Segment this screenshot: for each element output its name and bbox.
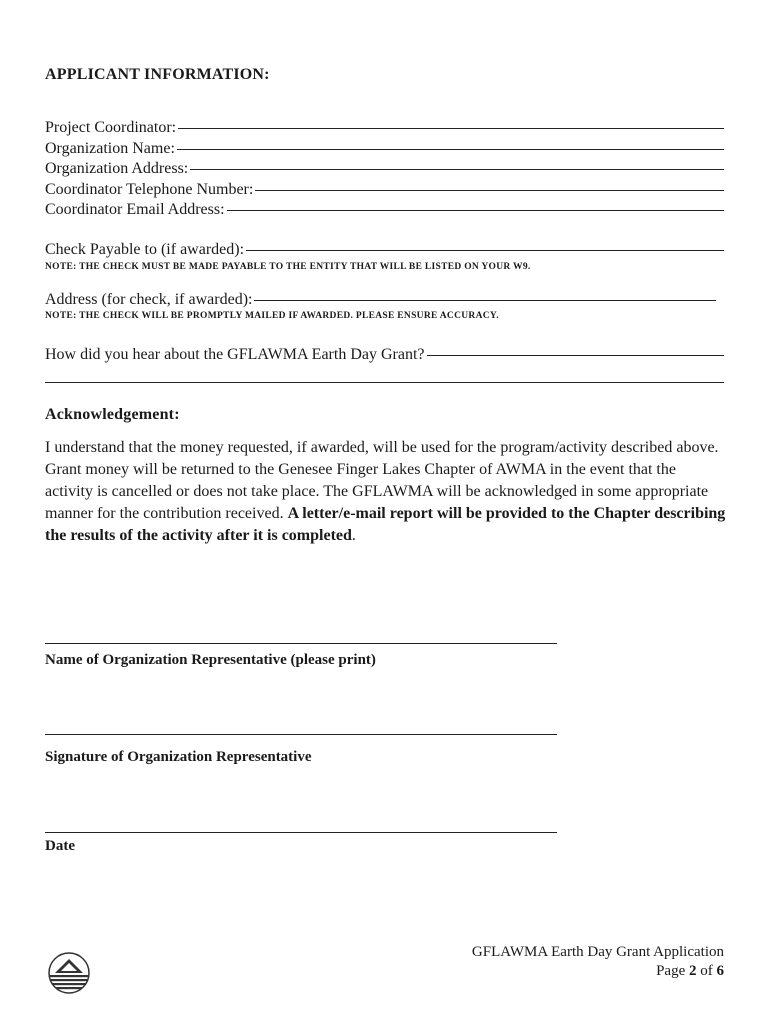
- footer: [472, 943, 724, 981]
- coordinator-email-input[interactable]: [227, 210, 724, 211]
- project-coordinator-field[interactable]: [45, 118, 724, 138]
- organization-address-field[interactable]: [45, 159, 724, 179]
- organization-name-input[interactable]: [177, 149, 724, 150]
- check-payable-note: NOTE: THE CHECK MUST BE MADE PAYABLE TO THE ENTITY THAT WILL BE LISTED ON YOUR W9.: [45, 262, 531, 272]
- check-mail-note: NOTE: THE CHECK WILL BE PROMPTLY MAILED IF AWARDED. PLEASE ENSURE ACCURACY.: [45, 311, 499, 321]
- signature-label: Signature of Organization Representative: [45, 749, 312, 765]
- organization-address-input[interactable]: [190, 169, 724, 170]
- coordinator-email-field[interactable]: [45, 200, 724, 220]
- hear-about-field[interactable]: [45, 345, 724, 365]
- coordinator-phone-label: Coordinator Telephone Number:: [45, 181, 254, 198]
- acknowledgement-end: .: [351, 527, 356, 544]
- check-address-label: Address (for check, if awarded):: [45, 291, 253, 308]
- organization-name-field[interactable]: [45, 139, 724, 159]
- footer-doc-title: GFLAWMA Earth Day Grant Application: [471, 944, 724, 960]
- check-payable-input[interactable]: [246, 250, 724, 251]
- date-label: Date: [45, 838, 75, 854]
- acknowledgement-bold: A letter/e-mail report will be provided to the Chapter describing the results of the activity after it is completed: [45, 505, 726, 544]
- coordinator-email-label: Coordinator Email Address:: [45, 201, 225, 218]
- acknowledgement-body: I understand that the money requested, if awarded, will be used for the program/activity described above. Grant money will be returned to the Genesee Finger Lakes Chapter of AWMA in the event that the activity is cancelled or does not take place. The GFLAWMA will be acknowledged in some appropriate manner for the contribution received.: [45, 439, 719, 522]
- check-address-input[interactable]: [254, 300, 716, 301]
- page-prefix: Page: [656, 963, 689, 979]
- organization-name-label: Organization Name:: [45, 140, 175, 157]
- footer-page-number: [472, 962, 724, 981]
- coordinator-phone-field[interactable]: [45, 180, 724, 200]
- hear-about-label: How did you hear about the GFLAWMA Earth Day Grant?: [45, 346, 425, 363]
- page-of: of: [696, 963, 717, 979]
- signature-line[interactable]: [45, 734, 557, 735]
- organization-address-label: Organization Address:: [45, 160, 189, 177]
- date-line[interactable]: [45, 832, 557, 833]
- name-signature-line[interactable]: [45, 643, 557, 644]
- page-total: 6: [716, 963, 724, 979]
- check-payable-label: Check Payable to (if awarded):: [45, 241, 245, 258]
- hear-about-input-line-2[interactable]: [45, 382, 724, 383]
- section-title: APPLICANT INFORMATION:: [45, 66, 270, 83]
- gflawma-logo-icon: [47, 951, 91, 995]
- project-coordinator-label: Project Coordinator:: [45, 119, 177, 136]
- check-payable-field[interactable]: [45, 240, 724, 260]
- coordinator-phone-input[interactable]: [255, 190, 724, 191]
- project-coordinator-input[interactable]: [178, 128, 724, 129]
- hear-about-input[interactable]: [427, 355, 724, 356]
- name-signature-label: Name of Organization Representative (please print): [45, 652, 376, 668]
- check-address-field[interactable]: [45, 290, 716, 310]
- acknowledgement-text: [45, 437, 727, 547]
- acknowledgement-title: Acknowledgement:: [45, 406, 180, 423]
- page-current: 2: [689, 963, 697, 979]
